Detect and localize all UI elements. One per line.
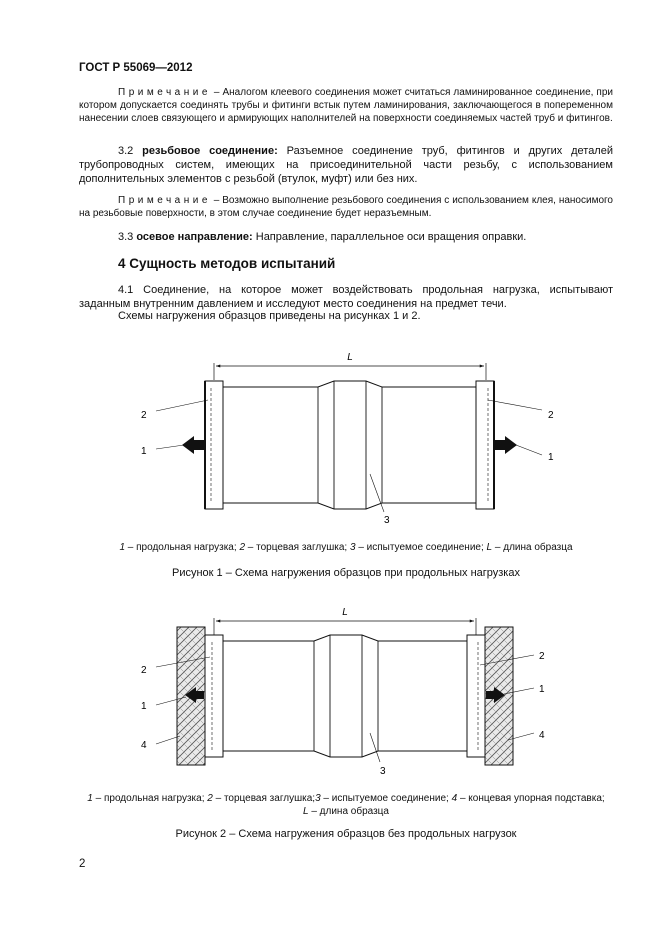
figure-1-title: Рисунок 1 – Схема нагружения образцов при продольных нагрузках <box>172 567 520 579</box>
fig1-label-1-left: 1 <box>141 446 147 457</box>
note-2 <box>79 194 613 220</box>
section-4-title: 4 Сущность методов испытаний <box>118 256 336 271</box>
section-4-paragraph-2: Схемы нагружения образцов приведены на рисунках 1 и 2. <box>118 310 421 322</box>
fig1-end-cap-right <box>476 381 494 509</box>
fig1-legend-key-1: 1 <box>119 542 126 553</box>
fig2-label-1-right: 1 <box>539 684 545 695</box>
fig1-load-arrow-right <box>495 436 517 454</box>
fig2-legend-text-3: – испытуемое соединение; <box>320 793 452 804</box>
fig2-legend-key-3: 3 <box>315 793 321 804</box>
definition-3-2 <box>79 144 613 186</box>
fig2-legend-key-2: 2 <box>207 793 213 804</box>
fig1-legend-key-3: 3 <box>350 542 356 553</box>
fig2-label-3: 3 <box>380 766 386 777</box>
fig2-label-L: L <box>342 607 348 618</box>
fig1-label-1-right: 1 <box>548 452 554 463</box>
fig2-legend-text-4: – концевая упорная подставка; <box>457 793 605 804</box>
definition-3-3-number: 3.3 <box>118 231 137 243</box>
fig1-leader-2-left <box>156 400 208 411</box>
fig2-pipe-body <box>223 635 467 757</box>
fig2-legend-text-1: – продольная нагрузка; <box>92 793 208 804</box>
definition-3-2-term: резьбовое соединение: <box>142 145 278 157</box>
fig2-leader-4-left <box>156 736 180 744</box>
fig1-label-2-left: 2 <box>141 410 147 421</box>
fig2-legend-text-L: – длина образца <box>308 806 389 817</box>
definition-3-3 <box>79 230 613 244</box>
fig1-leader-1-left <box>156 445 184 449</box>
figure-2-title: Рисунок 2 – Схема нагружения образцов без продольных нагрузок <box>175 828 517 840</box>
figure-1-legend <box>79 541 613 554</box>
fig2-legend-key-4: 4 <box>451 793 458 804</box>
figure-1-diagram <box>0 330 661 540</box>
figure-2-diagram <box>0 595 661 785</box>
fig1-leader-1-right <box>516 445 542 455</box>
fig2-legend-text-2: – торцевая заглушка; <box>212 793 316 804</box>
page-number: 2 <box>79 858 86 870</box>
fig2-label-2-left: 2 <box>141 665 147 676</box>
fig1-label-2-right: 2 <box>548 410 554 421</box>
fig1-legend-key-L: L <box>486 542 493 553</box>
fig2-label-4-left: 4 <box>141 740 147 751</box>
fig2-label-1-left: 1 <box>141 701 147 712</box>
definition-3-2-text: Разъемное соединение труб, фитингов и других деталей трубопроводных систем, имеющих на присоединительной части резьбу, с использованием дополнительных элементов с резьбой (втулок, муфт) или без них. <box>79 145 613 185</box>
section-4-paragraph-1: 4.1 Соединение, на которое может воздействовать продольная нагрузка, испытывают заданным внутренним давлением и исследуют место соединения на предмет течи. <box>79 284 613 310</box>
fig1-legend-key-2: 2 <box>239 542 245 553</box>
fig1-legend-text-L: – длина образца <box>492 542 573 553</box>
fig1-label-L: L <box>347 352 353 363</box>
fig2-legend-key-L: L <box>303 806 309 817</box>
note-1-label: Примечание <box>118 87 211 98</box>
note-1 <box>79 86 613 125</box>
fig2-end-cap-right <box>467 635 485 757</box>
fig1-legend-text-3: – испытуемое соединение; <box>355 542 487 553</box>
document-header: ГОСТ Р 55069—2012 <box>79 62 193 74</box>
fig1-leader-2-right <box>488 400 542 410</box>
definition-3-2-number: 3.2 <box>118 145 143 157</box>
note-1-text: – Аналогом клеевого соединения может считаться ламинированное соединение, при котором допускается соединять трубы и фитинги встык путем ламинирования, заключающегося в попеременном нанесении слоев связующего и армирующих наполнителей на поверхности соединяемых частей труб и фитингов. <box>79 87 613 124</box>
note-2-text: – Возможно выполнение резьбового соединения с использованием клея, наносимого на резьбовые поверхности, в этом случае соединение будет неразъемным. <box>79 195 613 219</box>
definition-3-3-term: осевое направление: <box>136 231 253 243</box>
fig2-label-4-right: 4 <box>539 730 545 741</box>
fig2-legend-key-1: 1 <box>87 793 93 804</box>
fig1-legend-text-1: – продольная нагрузка; <box>125 542 240 553</box>
figure-2-legend <box>79 792 613 818</box>
fig1-label-3: 3 <box>384 515 390 526</box>
fig1-load-arrow-left <box>182 436 204 454</box>
fig1-pipe-body <box>223 381 476 509</box>
definition-3-3-text: Направление, параллельное оси вращения оправки. <box>252 231 527 243</box>
fig2-end-cap-left <box>205 635 223 757</box>
fig1-legend-text-2: – торцевая заглушка; <box>245 542 350 553</box>
note-2-label: Примечание <box>118 195 211 206</box>
fig2-label-2-right: 2 <box>539 651 545 662</box>
